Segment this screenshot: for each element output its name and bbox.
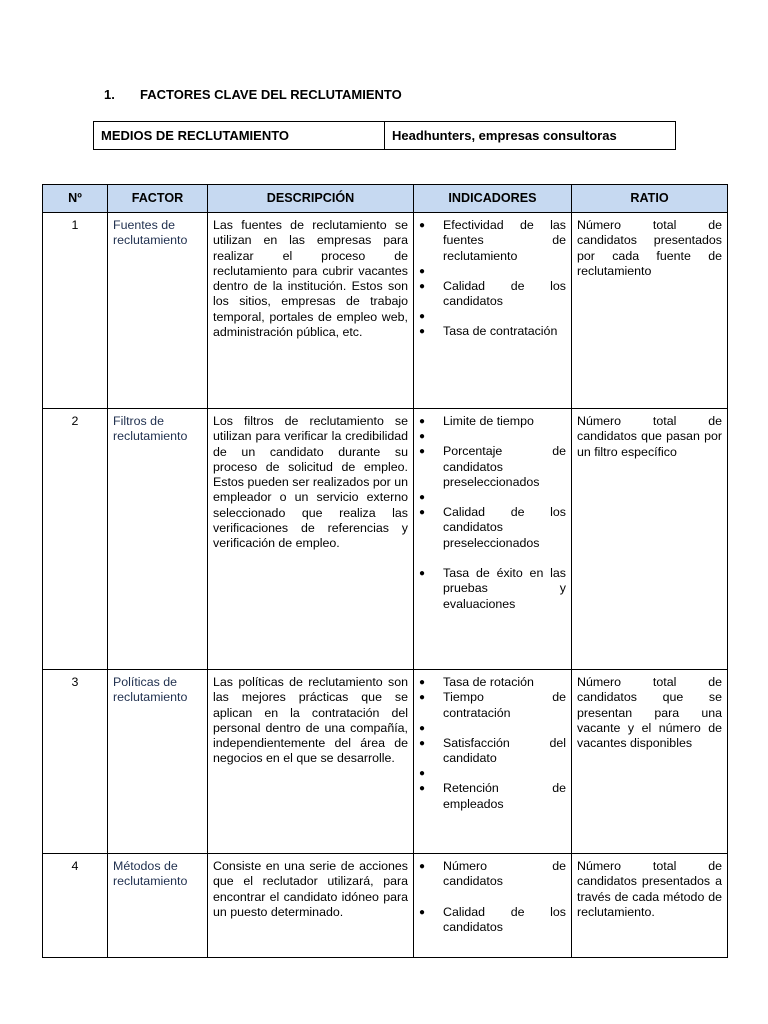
header-ratio: RATIO bbox=[572, 185, 728, 213]
indicator-item: ● Retención de empleados bbox=[419, 781, 566, 812]
header-num: Nº bbox=[43, 185, 108, 213]
row-number: 4 bbox=[43, 854, 108, 958]
row-ratio: Número total de candidatos que pasan por un filtro específico bbox=[572, 409, 728, 670]
indicator-item: ● Porcentaje de candidatos preseleccionados bbox=[419, 444, 566, 490]
indicator-item: ● Efectividad de las fuentes de reclutamiento bbox=[419, 218, 566, 264]
table-row bbox=[43, 409, 728, 670]
header-indicators: INDICADORES bbox=[414, 185, 572, 213]
indicator-item bbox=[419, 721, 566, 736]
indicator-item: ● Satisfacción del candidato bbox=[419, 736, 566, 767]
row-factor: Filtros de reclutamiento bbox=[108, 409, 208, 670]
row-description: Los filtros de reclutamiento se utilizan para verificar la credibilidad de un candidato durante su proceso de solicitud de empleo. Estos pueden ser realizados por un empleador o un servicio externo seleccionado que realiza las verificaciones de referencias y verificación de empleo. bbox=[208, 409, 414, 670]
table-row bbox=[43, 213, 728, 409]
indicator-item: ● Tasa de éxito en las pruebas y evaluaciones bbox=[419, 566, 566, 612]
indicator-item: ● Tasa de rotación bbox=[419, 675, 566, 690]
header-factor: FACTOR bbox=[108, 185, 208, 213]
row-description: Consiste en una serie de acciones que el reclutador utilizará, para encontrar el candidato idóneo para un puesto determinado. bbox=[208, 854, 414, 958]
row-factor: Fuentes de reclutamiento bbox=[108, 213, 208, 409]
row-description: Las políticas de reclutamiento son las mejores prácticas que se aplican en la contratación del personal dentro de una compañía, independientemente del área de negocios en el que se desarrolle. bbox=[208, 670, 414, 854]
table-header-row bbox=[43, 185, 728, 213]
medios-label: MEDIOS DE RECLUTAMIENTO bbox=[94, 122, 385, 149]
row-factor: Métodos de reclutamiento bbox=[108, 854, 208, 958]
section-title: FACTORES CLAVE DEL RECLUTAMIENTO bbox=[140, 87, 402, 102]
row-indicators bbox=[414, 409, 572, 670]
indicator-item bbox=[419, 490, 566, 505]
indicator-item: ● Calidad de los candidatos bbox=[419, 905, 566, 936]
row-ratio: Número total de candidatos que se presentan para una vacante y el número de vacantes disponibles bbox=[572, 670, 728, 854]
row-description: Las fuentes de reclutamiento se utilizan en las empresas para realizar el proceso de reclutamiento para cubrir vacantes dentro de la institución. Estos son los sitios, empresas de trabajo temporal, portales de empleo web, administración pública, etc. bbox=[208, 213, 414, 409]
indicator-item bbox=[419, 766, 566, 781]
row-number: 1 bbox=[43, 213, 108, 409]
indicator-item: ● Tiempo de contratación bbox=[419, 690, 566, 721]
factors-table bbox=[42, 184, 728, 958]
indicator-item bbox=[419, 264, 566, 279]
row-number: 2 bbox=[43, 409, 108, 670]
indicator-item: ● Calidad de los candidatos bbox=[419, 279, 566, 310]
row-number: 3 bbox=[43, 670, 108, 854]
row-indicators bbox=[414, 854, 572, 958]
section-number: 1. bbox=[104, 87, 115, 102]
section-heading bbox=[104, 87, 402, 102]
header-description: DESCRIPCIÓN bbox=[208, 185, 414, 213]
row-indicators bbox=[414, 670, 572, 854]
indicator-item bbox=[419, 429, 566, 444]
row-indicators bbox=[414, 213, 572, 409]
medios-value: Headhunters, empresas consultoras bbox=[392, 128, 617, 143]
table-row bbox=[43, 854, 728, 958]
medios-table bbox=[93, 121, 676, 150]
indicator-item: ● Número de candidatos bbox=[419, 859, 566, 890]
indicator-item: ● Limite de tiempo bbox=[419, 414, 566, 429]
indicator-item bbox=[419, 309, 566, 324]
row-ratio: Número total de candidatos presentados por cada fuente de reclutamiento bbox=[572, 213, 728, 409]
row-factor: Políticas de reclutamiento bbox=[108, 670, 208, 854]
indicator-item: ● Calidad de los candidatos preseleccionados bbox=[419, 505, 566, 551]
row-ratio: Número total de candidatos presentados a través de cada método de reclutamiento. bbox=[572, 854, 728, 958]
table-row bbox=[43, 670, 728, 854]
indicator-item: ● Tasa de contratación bbox=[419, 324, 566, 339]
